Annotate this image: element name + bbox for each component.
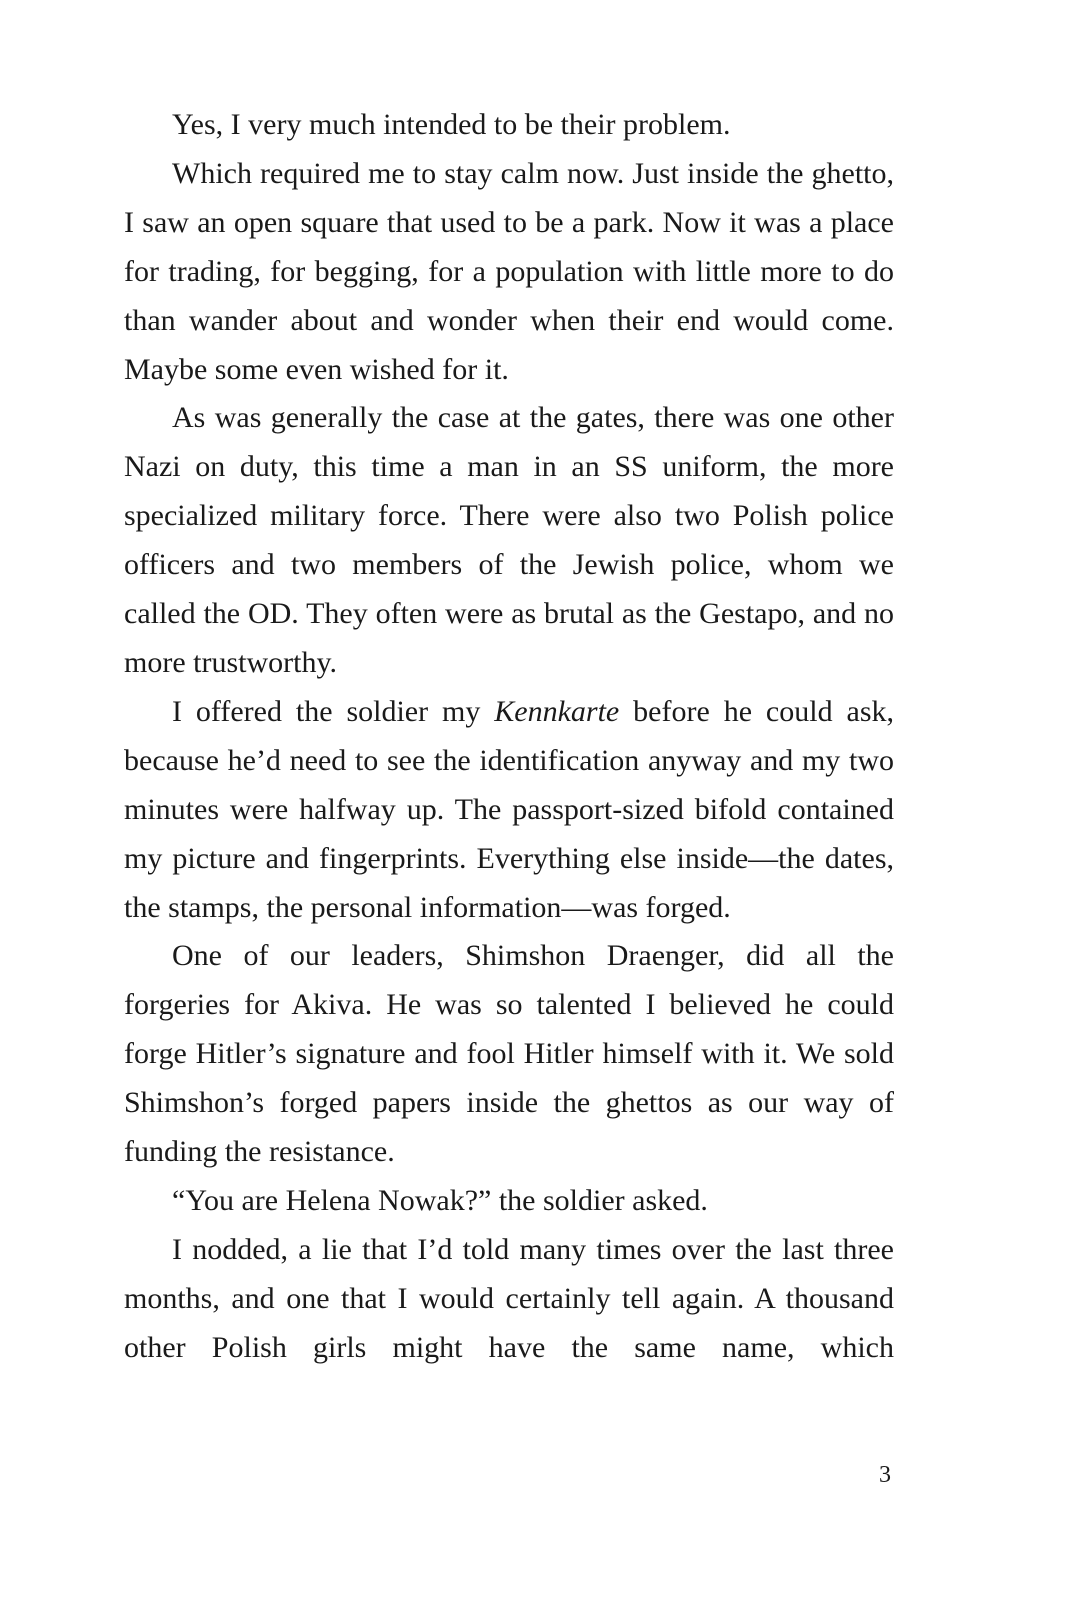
paragraph: As was generally the case at the gates, there was one other Nazi on duty, this time a man in an SS uniform, the more specialized military force. There were also two Polish police officers and two members of the Jewish police, whom we called the OD. They often were as brutal as the Gestapo, and no more trustworthy. [124, 401, 894, 679]
paragraph: Which required me to stay calm now. Just inside the ghetto, I saw an open square that used to be a park. Now it was a place for trading, for begging, for a population with little more to do than wander about and wonder when their end would come. Maybe some even wished for it. [124, 156, 894, 386]
paragraph: One of our leaders, Shimshon Draenger, did all the forgeries for Akiva. He was so talented I believed he could forge Hitler’s signature and fool Hitler himself with it. We sold Shimshon’s forged papers inside the ghettos as our way of funding the resistance. [124, 939, 894, 1169]
paragraph: Yes, I very much intended to be their problem. [172, 108, 731, 141]
paragraph-text: I offered the soldier my [172, 694, 495, 728]
paragraph: “You are Helena Nowak?” the soldier asked. [172, 1183, 708, 1217]
page-body [124, 101, 894, 1373]
italic-term: Kennkarte [494, 694, 620, 728]
page-number: 3 [879, 1462, 891, 1488]
paragraph: I nodded, a lie that I’d told many times over the last three months, and one that I would certainly tell again. A thousand other Polish girls might have the same name, which [124, 1232, 894, 1364]
paragraph-text: before he could ask, because he’d need to see the identification anyway and my two minutes were halfway up. The passport-sized bifold contained my picture and fingerprints. Everything else inside—the dates, the stamps, the personal information—was forged. [124, 694, 894, 924]
paragraph [124, 688, 894, 933]
